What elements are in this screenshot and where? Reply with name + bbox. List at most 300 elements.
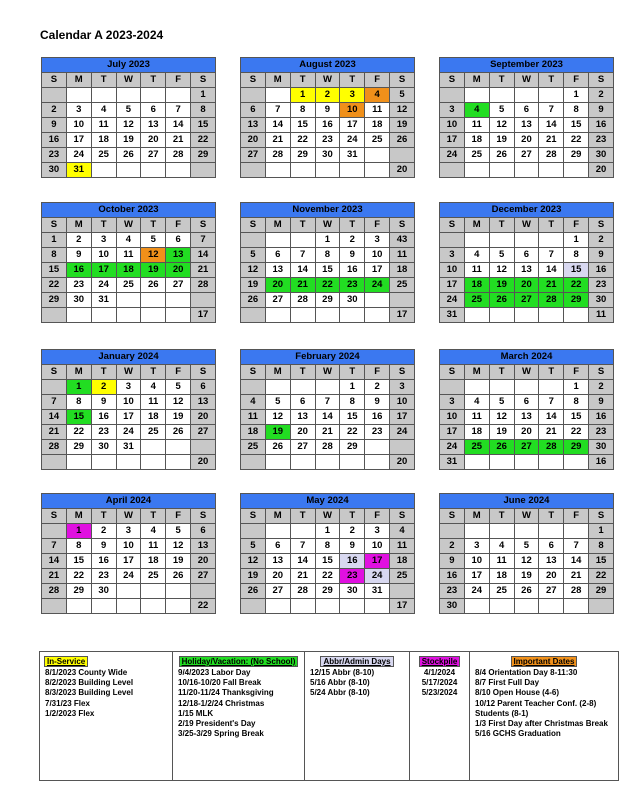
day-cell: 7 — [539, 248, 564, 263]
legend-item: 1/15 MLK — [178, 708, 214, 718]
day-cell: 22 — [589, 569, 614, 584]
empty-cell — [141, 163, 166, 178]
day-cell: 18 — [489, 569, 514, 584]
week-row — [42, 118, 216, 133]
day-cell: 30 — [91, 440, 116, 455]
day-cell: 7 — [166, 103, 191, 118]
day-cell: 19 — [489, 133, 514, 148]
day-cell: 9 — [66, 248, 91, 263]
day-cell: 8 — [191, 103, 216, 118]
weekday-header: S — [440, 73, 465, 88]
empty-cell — [166, 584, 191, 599]
day-cell: 27 — [141, 148, 166, 163]
day-cell: 18 — [116, 263, 141, 278]
day-cell: 3 — [116, 380, 141, 395]
day-cell: 14 — [539, 410, 564, 425]
day-cell: 2 — [340, 524, 365, 539]
week-row — [440, 308, 614, 323]
day-cell: 15 — [290, 118, 315, 133]
month-block — [439, 493, 614, 614]
weekday-header: M — [265, 73, 290, 88]
weekday-header: T — [290, 509, 315, 524]
day-cell: 2 — [589, 88, 614, 103]
day-cell: 6 — [514, 395, 539, 410]
day-cell: 20 — [265, 569, 290, 584]
week-row — [440, 524, 614, 539]
day-cell: 22 — [66, 425, 91, 440]
day-cell: 28 — [42, 440, 67, 455]
day-cell: 3 — [440, 395, 465, 410]
day-cell: 23 — [91, 569, 116, 584]
day-cell: 11 — [365, 103, 390, 118]
day-cell: 27 — [514, 148, 539, 163]
weekday-header: T — [489, 509, 514, 524]
day-cell: 22 — [42, 278, 67, 293]
empty-cell — [91, 308, 116, 323]
day-cell: 21 — [539, 425, 564, 440]
day-cell: 22 — [66, 569, 91, 584]
school-day-count: 16 — [589, 455, 614, 470]
day-cell: 12 — [265, 410, 290, 425]
weekday-header: W — [116, 509, 141, 524]
weekday-header: T — [141, 73, 166, 88]
day-cell: 30 — [440, 599, 465, 614]
empty-cell — [290, 308, 315, 323]
week-row — [440, 148, 614, 163]
day-cell: 31 — [116, 440, 141, 455]
day-cell: 31 — [340, 148, 365, 163]
weekday-header: M — [66, 218, 91, 233]
week-row — [241, 163, 415, 178]
day-cell: 16 — [589, 410, 614, 425]
month-title: August 2023 — [240, 57, 415, 72]
day-cell: 10 — [440, 118, 465, 133]
empty-cell — [390, 584, 415, 599]
week-row — [241, 395, 415, 410]
month-block — [240, 493, 415, 614]
legend-item: 8/1/2023 County Wide — [45, 668, 128, 677]
empty-cell — [91, 455, 116, 470]
day-cell: 5 — [141, 233, 166, 248]
month-title: September 2023 — [439, 57, 614, 72]
week-row — [42, 584, 216, 599]
day-cell: 26 — [390, 133, 415, 148]
day-cell: 12 — [489, 118, 514, 133]
day-cell: 15 — [340, 410, 365, 425]
day-cell: 20 — [514, 425, 539, 440]
day-cell: 9 — [91, 539, 116, 554]
empty-cell — [66, 599, 91, 614]
empty-cell — [539, 163, 564, 178]
week-row — [440, 569, 614, 584]
day-cell: 14 — [42, 554, 67, 569]
day-cell: 5 — [514, 539, 539, 554]
week-row — [440, 410, 614, 425]
day-cell: 7 — [539, 395, 564, 410]
day-cell: 7 — [539, 103, 564, 118]
day-cell: 1 — [290, 88, 315, 103]
empty-cell — [191, 440, 216, 455]
legend-item: 4/1/2024 — [423, 668, 456, 677]
day-cell: 24 — [365, 278, 390, 293]
week-row — [440, 118, 614, 133]
day-cell: 14 — [564, 554, 589, 569]
weekday-header: T — [489, 73, 514, 88]
day-cell: 7 — [290, 248, 315, 263]
day-cell: 15 — [66, 554, 91, 569]
day-cell: 1 — [315, 524, 340, 539]
month-table — [439, 217, 614, 323]
day-cell: 31 — [440, 455, 465, 470]
empty-cell — [290, 380, 315, 395]
day-cell: 6 — [241, 103, 266, 118]
day-cell: 19 — [390, 118, 415, 133]
day-cell: 30 — [340, 293, 365, 308]
day-cell: 31 — [66, 163, 91, 178]
week-row — [241, 584, 415, 599]
day-cell: 11 — [489, 554, 514, 569]
day-cell: 29 — [315, 584, 340, 599]
day-cell: 25 — [390, 569, 415, 584]
day-cell: 28 — [315, 440, 340, 455]
day-cell: 4 — [365, 88, 390, 103]
day-cell: 21 — [315, 425, 340, 440]
day-cell: 10 — [116, 539, 141, 554]
legend-item: 12/18-1/2/24 Christmas — [178, 698, 265, 708]
week-row — [42, 569, 216, 584]
day-cell: 22 — [340, 425, 365, 440]
day-cell: 30 — [340, 584, 365, 599]
weekday-header: S — [440, 365, 465, 380]
week-row — [42, 599, 216, 614]
empty-cell — [564, 599, 589, 614]
day-cell: 19 — [489, 425, 514, 440]
day-cell: 30 — [42, 163, 67, 178]
day-cell: 8 — [589, 539, 614, 554]
empty-cell — [464, 524, 489, 539]
weekday-header: T — [91, 73, 116, 88]
empty-cell — [265, 524, 290, 539]
weekday-header: S — [589, 218, 614, 233]
day-cell: 2 — [589, 233, 614, 248]
day-cell: 21 — [290, 569, 315, 584]
day-cell: 4 — [489, 539, 514, 554]
weekday-header: T — [489, 365, 514, 380]
day-cell: 13 — [241, 118, 266, 133]
day-cell: 12 — [116, 118, 141, 133]
empty-cell — [265, 88, 290, 103]
week-row — [440, 584, 614, 599]
empty-cell — [42, 88, 67, 103]
day-cell: 20 — [539, 569, 564, 584]
day-cell: 17 — [464, 569, 489, 584]
weekday-header: W — [514, 509, 539, 524]
empty-cell — [464, 233, 489, 248]
day-cell: 11 — [91, 118, 116, 133]
day-cell: 9 — [315, 103, 340, 118]
day-cell: 25 — [241, 440, 266, 455]
weekday-header: F — [564, 73, 589, 88]
day-cell: 23 — [589, 278, 614, 293]
empty-cell — [116, 308, 141, 323]
empty-cell — [141, 293, 166, 308]
day-cell: 2 — [589, 380, 614, 395]
month-block — [439, 349, 614, 470]
empty-cell — [290, 163, 315, 178]
legend-item: 12/15 Abbr (8-10) — [310, 668, 375, 677]
empty-cell — [66, 88, 91, 103]
week-row — [440, 263, 614, 278]
day-cell: 20 — [166, 263, 191, 278]
day-cell: 28 — [191, 278, 216, 293]
day-cell: 29 — [564, 440, 589, 455]
empty-cell — [191, 163, 216, 178]
weekday-header: T — [141, 365, 166, 380]
empty-cell — [42, 308, 67, 323]
empty-cell — [265, 380, 290, 395]
weekday-header: S — [589, 509, 614, 524]
month-title: January 2024 — [41, 349, 216, 364]
day-cell: 14 — [166, 118, 191, 133]
legend-heading — [470, 657, 618, 666]
day-cell: 18 — [241, 425, 266, 440]
weekday-header: T — [290, 365, 315, 380]
weekday-header: S — [42, 73, 67, 88]
empty-cell — [539, 308, 564, 323]
empty-cell — [514, 163, 539, 178]
legend-column — [173, 652, 305, 780]
month-table — [240, 364, 415, 470]
day-cell: 5 — [241, 539, 266, 554]
legend-item: 5/17/2024 — [421, 678, 458, 688]
day-cell: 18 — [91, 133, 116, 148]
empty-cell — [315, 599, 340, 614]
week-row — [241, 455, 415, 470]
day-cell: 2 — [66, 233, 91, 248]
week-row — [241, 539, 415, 554]
day-cell: 5 — [489, 103, 514, 118]
empty-cell — [489, 380, 514, 395]
day-cell: 20 — [141, 133, 166, 148]
weekday-row — [241, 218, 415, 233]
weekday-header: F — [365, 218, 390, 233]
week-row — [241, 293, 415, 308]
empty-cell — [66, 308, 91, 323]
page-title: Calendar A 2023-2024 — [40, 28, 164, 42]
day-cell: 20 — [514, 133, 539, 148]
day-cell: 5 — [166, 524, 191, 539]
legend-item: 8/3/2023 Building Level — [45, 688, 134, 698]
legend-heading-label: Stockpile — [419, 656, 461, 667]
day-cell: 30 — [315, 148, 340, 163]
empty-cell — [166, 455, 191, 470]
day-cell: 8 — [290, 103, 315, 118]
day-cell: 15 — [564, 410, 589, 425]
day-cell: 28 — [265, 148, 290, 163]
day-cell: 43 — [390, 233, 415, 248]
day-cell: 16 — [66, 263, 91, 278]
day-cell: 23 — [42, 148, 67, 163]
day-cell: 29 — [290, 148, 315, 163]
day-cell: 29 — [340, 440, 365, 455]
day-cell: 7 — [315, 395, 340, 410]
month-title: April 2024 — [41, 493, 216, 508]
day-cell: 11 — [141, 539, 166, 554]
day-cell: 8 — [315, 248, 340, 263]
day-cell: 23 — [340, 278, 365, 293]
week-row — [440, 395, 614, 410]
day-cell: 8 — [315, 539, 340, 554]
day-cell: 27 — [265, 293, 290, 308]
day-cell: 22 — [315, 569, 340, 584]
day-cell: 12 — [514, 554, 539, 569]
day-cell: 28 — [539, 440, 564, 455]
day-cell: 19 — [116, 133, 141, 148]
week-row — [241, 263, 415, 278]
weekday-header: F — [365, 73, 390, 88]
week-row — [440, 133, 614, 148]
school-day-count: 20 — [390, 455, 415, 470]
day-cell: 7 — [265, 103, 290, 118]
day-cell: 10 — [440, 263, 465, 278]
empty-cell — [241, 524, 266, 539]
day-cell: 2 — [91, 524, 116, 539]
weekday-header: T — [91, 365, 116, 380]
day-cell: 14 — [539, 118, 564, 133]
day-cell: 13 — [514, 263, 539, 278]
week-row — [241, 410, 415, 425]
day-cell: 28 — [166, 148, 191, 163]
empty-cell — [241, 233, 266, 248]
month-block — [41, 57, 216, 178]
week-row — [440, 440, 614, 455]
day-cell: 12 — [489, 263, 514, 278]
day-cell: 20 — [191, 554, 216, 569]
weekday-header: F — [365, 365, 390, 380]
weekday-header: S — [589, 365, 614, 380]
legend-item: 5/16 Abbr (8-10) — [310, 678, 370, 688]
day-cell: 1 — [42, 233, 67, 248]
empty-cell — [514, 599, 539, 614]
week-row — [42, 539, 216, 554]
day-cell: 5 — [116, 103, 141, 118]
day-cell: 7 — [191, 233, 216, 248]
legend-item: 8/10 Open House (4-6) — [475, 688, 560, 698]
week-row — [42, 554, 216, 569]
month-table — [240, 72, 415, 178]
weekday-header: T — [91, 218, 116, 233]
school-day-count: 17 — [390, 308, 415, 323]
week-row — [241, 554, 415, 569]
month-block — [240, 57, 415, 178]
week-row — [440, 425, 614, 440]
school-day-count: 20 — [390, 163, 415, 178]
day-cell: 23 — [315, 133, 340, 148]
weekday-row — [241, 365, 415, 380]
empty-cell — [166, 440, 191, 455]
day-cell: 28 — [42, 584, 67, 599]
day-cell: 11 — [464, 263, 489, 278]
week-row — [241, 278, 415, 293]
empty-cell — [340, 163, 365, 178]
school-day-count: 17 — [191, 308, 216, 323]
empty-cell — [564, 455, 589, 470]
day-cell: 21 — [290, 278, 315, 293]
day-cell: 3 — [66, 103, 91, 118]
day-cell: 17 — [116, 554, 141, 569]
day-cell: 25 — [365, 133, 390, 148]
day-cell: 13 — [191, 539, 216, 554]
day-cell: 12 — [390, 103, 415, 118]
day-cell: 21 — [539, 278, 564, 293]
week-row — [440, 539, 614, 554]
day-cell: 14 — [290, 263, 315, 278]
day-cell: 16 — [340, 554, 365, 569]
empty-cell — [166, 88, 191, 103]
legend-heading — [305, 657, 409, 666]
month-title: March 2024 — [439, 349, 614, 364]
day-cell: 3 — [440, 248, 465, 263]
empty-cell — [489, 163, 514, 178]
day-cell: 17 — [440, 278, 465, 293]
legend-heading-label: Abbr/Admin Days — [320, 656, 393, 667]
empty-cell — [315, 380, 340, 395]
empty-cell — [340, 455, 365, 470]
day-cell: 22 — [315, 278, 340, 293]
day-cell: 27 — [191, 569, 216, 584]
day-cell: 26 — [116, 148, 141, 163]
empty-cell — [315, 308, 340, 323]
day-cell: 17 — [390, 410, 415, 425]
day-cell: 15 — [589, 554, 614, 569]
empty-cell — [539, 380, 564, 395]
empty-cell — [166, 599, 191, 614]
month-table — [41, 217, 216, 323]
day-cell: 13 — [265, 554, 290, 569]
weekday-row — [42, 365, 216, 380]
day-cell: 3 — [365, 233, 390, 248]
empty-cell — [365, 293, 390, 308]
empty-cell — [191, 584, 216, 599]
school-day-count: 17 — [390, 599, 415, 614]
day-cell: 18 — [390, 263, 415, 278]
day-cell: 14 — [539, 263, 564, 278]
day-cell: 5 — [265, 395, 290, 410]
empty-cell — [141, 440, 166, 455]
month-block — [41, 202, 216, 323]
empty-cell — [116, 163, 141, 178]
empty-cell — [241, 455, 266, 470]
day-cell: 5 — [390, 88, 415, 103]
weekday-header: M — [265, 365, 290, 380]
month-title: December 2023 — [439, 202, 614, 217]
day-cell: 8 — [564, 103, 589, 118]
day-cell: 23 — [91, 425, 116, 440]
month-table — [41, 72, 216, 178]
day-cell: 6 — [191, 380, 216, 395]
week-row — [241, 380, 415, 395]
day-cell: 20 — [191, 410, 216, 425]
day-cell: 10 — [340, 103, 365, 118]
month-table — [439, 508, 614, 614]
school-day-count: 22 — [191, 599, 216, 614]
day-cell: 2 — [365, 380, 390, 395]
week-row — [42, 455, 216, 470]
day-cell: 10 — [66, 118, 91, 133]
weekday-header: S — [589, 73, 614, 88]
day-cell: 15 — [66, 410, 91, 425]
empty-cell — [365, 148, 390, 163]
